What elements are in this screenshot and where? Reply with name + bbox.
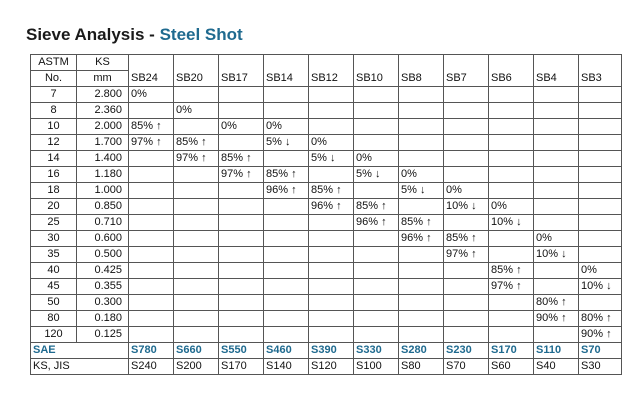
table-row xyxy=(31,167,622,183)
percent-cell xyxy=(489,87,534,103)
jis-grade-cell: S30 xyxy=(579,359,622,375)
astm-no-cell: 16 xyxy=(31,167,77,183)
percent-cell xyxy=(399,199,444,215)
percent-cell: 0% xyxy=(444,183,489,199)
ks-mm-cell: 2.800 xyxy=(77,87,129,103)
percent-cell: 97% ↑ xyxy=(129,135,174,151)
percent-cell xyxy=(129,103,174,119)
percent-cell: 90% ↑ xyxy=(579,327,622,343)
percent-cell: 5% ↓ xyxy=(354,167,399,183)
percent-cell xyxy=(399,151,444,167)
percent-cell: 96% ↑ xyxy=(399,231,444,247)
percent-cell: 85% ↑ xyxy=(399,215,444,231)
percent-cell xyxy=(534,103,579,119)
percent-cell xyxy=(174,231,219,247)
percent-cell xyxy=(354,87,399,103)
percent-cell xyxy=(309,311,354,327)
percent-cell xyxy=(579,247,622,263)
mm-header: mm xyxy=(77,71,129,87)
percent-cell xyxy=(264,151,309,167)
jis-grade-cell: S70 xyxy=(444,359,489,375)
percent-cell xyxy=(219,311,264,327)
jis-grade-cell: S170 xyxy=(219,359,264,375)
percent-cell xyxy=(174,199,219,215)
percent-cell xyxy=(444,87,489,103)
ks-header: KS xyxy=(77,55,129,71)
jis-grade-cell: S200 xyxy=(174,359,219,375)
percent-cell xyxy=(129,327,174,343)
percent-cell xyxy=(399,119,444,135)
percent-cell: 96% ↑ xyxy=(309,199,354,215)
percent-cell xyxy=(579,199,622,215)
percent-cell xyxy=(219,87,264,103)
percent-cell: 0% xyxy=(579,263,622,279)
percent-cell xyxy=(219,263,264,279)
percent-cell xyxy=(309,87,354,103)
percent-cell xyxy=(174,247,219,263)
ks-mm-cell: 0.425 xyxy=(77,263,129,279)
percent-cell xyxy=(489,103,534,119)
percent-cell: 5% ↓ xyxy=(309,151,354,167)
percent-cell xyxy=(579,183,622,199)
percent-cell xyxy=(354,327,399,343)
percent-cell xyxy=(129,311,174,327)
percent-cell xyxy=(444,167,489,183)
ks-mm-cell: 0.355 xyxy=(77,279,129,295)
sae-grade-cell: S460 xyxy=(264,343,309,359)
jis-grade-cell: S80 xyxy=(399,359,444,375)
percent-cell xyxy=(174,279,219,295)
percent-cell xyxy=(579,215,622,231)
table-row xyxy=(31,311,622,327)
ks-mm-cell: 1.700 xyxy=(77,135,129,151)
percent-cell xyxy=(219,135,264,151)
sae-grade-cell: S330 xyxy=(354,343,399,359)
percent-cell xyxy=(174,215,219,231)
percent-cell xyxy=(219,295,264,311)
percent-cell xyxy=(579,167,622,183)
percent-cell xyxy=(219,183,264,199)
percent-cell xyxy=(264,199,309,215)
percent-cell xyxy=(354,247,399,263)
ks-mm-cell: 0.300 xyxy=(77,295,129,311)
percent-cell: 10% ↓ xyxy=(444,199,489,215)
percent-cell xyxy=(579,103,622,119)
astm-no-cell: 80 xyxy=(31,311,77,327)
percent-cell xyxy=(399,103,444,119)
astm-no-cell: 120 xyxy=(31,327,77,343)
percent-cell xyxy=(129,263,174,279)
percent-cell xyxy=(174,87,219,103)
ks-mm-cell: 0.850 xyxy=(77,199,129,215)
percent-cell xyxy=(534,183,579,199)
sae-label: SAE xyxy=(31,343,129,359)
astm-no-cell: 25 xyxy=(31,215,77,231)
table-row xyxy=(31,247,622,263)
percent-cell xyxy=(174,167,219,183)
percent-cell: 0% xyxy=(399,167,444,183)
percent-cell xyxy=(219,215,264,231)
percent-cell xyxy=(264,327,309,343)
sae-grade-cell: S280 xyxy=(399,343,444,359)
percent-cell xyxy=(174,119,219,135)
astm-no-cell: 20 xyxy=(31,199,77,215)
table-row xyxy=(31,103,622,119)
sae-grade-cell: S550 xyxy=(219,343,264,359)
header-blank-cell xyxy=(264,55,309,71)
percent-cell: 97% ↑ xyxy=(444,247,489,263)
grade-header-sb14: SB14 xyxy=(264,71,309,87)
percent-cell xyxy=(129,247,174,263)
percent-cell: 0% xyxy=(174,103,219,119)
astm-header: ASTM xyxy=(31,55,77,71)
percent-cell xyxy=(444,327,489,343)
table-row xyxy=(31,183,622,199)
percent-cell: 0% xyxy=(354,151,399,167)
table-row xyxy=(31,87,622,103)
sae-grade-cell: S170 xyxy=(489,343,534,359)
percent-cell: 0% xyxy=(534,231,579,247)
percent-cell xyxy=(399,311,444,327)
table-row xyxy=(31,279,622,295)
percent-cell xyxy=(489,151,534,167)
percent-cell xyxy=(534,215,579,231)
percent-cell xyxy=(444,135,489,151)
percent-cell xyxy=(309,327,354,343)
percent-cell xyxy=(534,279,579,295)
percent-cell xyxy=(264,103,309,119)
astm-no-cell: 7 xyxy=(31,87,77,103)
jis-grade-cell: S60 xyxy=(489,359,534,375)
percent-cell xyxy=(354,103,399,119)
grade-header-sb8: SB8 xyxy=(399,71,444,87)
percent-cell xyxy=(309,167,354,183)
percent-cell xyxy=(309,119,354,135)
percent-cell xyxy=(264,231,309,247)
percent-cell: 5% ↓ xyxy=(264,135,309,151)
percent-cell xyxy=(309,215,354,231)
percent-cell xyxy=(399,263,444,279)
percent-cell xyxy=(354,231,399,247)
jis-grade-cell: S120 xyxy=(309,359,354,375)
table-row xyxy=(31,295,622,311)
jis-grade-cell: S40 xyxy=(534,359,579,375)
percent-cell xyxy=(489,135,534,151)
grade-header-sb17: SB17 xyxy=(219,71,264,87)
percent-cell: 90% ↑ xyxy=(534,311,579,327)
astm-no-cell: 45 xyxy=(31,279,77,295)
percent-cell xyxy=(264,279,309,295)
percent-cell xyxy=(129,183,174,199)
grade-header-sb10: SB10 xyxy=(354,71,399,87)
percent-cell xyxy=(444,151,489,167)
percent-cell xyxy=(264,295,309,311)
percent-cell: 80% ↑ xyxy=(534,295,579,311)
percent-cell xyxy=(354,295,399,311)
sae-grade-cell: S780 xyxy=(129,343,174,359)
table-row xyxy=(31,231,622,247)
grade-header-sb3: SB3 xyxy=(579,71,622,87)
percent-cell: 97% ↑ xyxy=(174,151,219,167)
percent-cell xyxy=(534,167,579,183)
percent-cell xyxy=(129,167,174,183)
ks-mm-cell: 1.400 xyxy=(77,151,129,167)
percent-cell: 85% ↑ xyxy=(489,263,534,279)
header-blank-cell xyxy=(579,55,622,71)
jis-grade-cell: S240 xyxy=(129,359,174,375)
percent-cell: 85% ↑ xyxy=(354,199,399,215)
percent-cell: 85% ↑ xyxy=(129,119,174,135)
percent-cell xyxy=(264,87,309,103)
percent-cell xyxy=(489,183,534,199)
percent-cell xyxy=(399,87,444,103)
table-row xyxy=(31,151,622,167)
page-title xyxy=(26,25,243,45)
grade-header-sb12: SB12 xyxy=(309,71,354,87)
percent-cell xyxy=(579,295,622,311)
percent-cell xyxy=(264,263,309,279)
percent-cell xyxy=(534,135,579,151)
ks-mm-cell: 2.360 xyxy=(77,103,129,119)
percent-cell xyxy=(399,279,444,295)
percent-cell xyxy=(489,327,534,343)
sieve-analysis-table xyxy=(30,54,622,375)
percent-cell: 10% ↓ xyxy=(579,279,622,295)
grade-header-sb24: SB24 xyxy=(129,71,174,87)
percent-cell xyxy=(444,215,489,231)
table-row xyxy=(31,215,622,231)
percent-cell xyxy=(264,311,309,327)
percent-cell: 96% ↑ xyxy=(264,183,309,199)
percent-cell xyxy=(579,119,622,135)
percent-cell xyxy=(579,151,622,167)
astm-no-cell: 8 xyxy=(31,103,77,119)
header-blank-cell xyxy=(534,55,579,71)
percent-cell xyxy=(129,199,174,215)
percent-cell xyxy=(309,263,354,279)
percent-cell: 85% ↑ xyxy=(219,151,264,167)
astm-no-cell: 10 xyxy=(31,119,77,135)
percent-cell xyxy=(444,103,489,119)
ks-mm-cell: 0.180 xyxy=(77,311,129,327)
percent-cell: 96% ↑ xyxy=(354,215,399,231)
percent-cell xyxy=(534,87,579,103)
percent-cell xyxy=(264,215,309,231)
percent-cell xyxy=(579,231,622,247)
percent-cell xyxy=(489,247,534,263)
astm-no-cell: 12 xyxy=(31,135,77,151)
percent-cell xyxy=(534,151,579,167)
percent-cell xyxy=(219,279,264,295)
sae-grade-cell: S110 xyxy=(534,343,579,359)
percent-cell xyxy=(309,247,354,263)
percent-cell xyxy=(309,279,354,295)
ks-jis-row xyxy=(31,359,622,375)
header-blank-cell xyxy=(174,55,219,71)
ks-jis-label: KS, JIS xyxy=(31,359,129,375)
header-row-units xyxy=(31,55,622,71)
header-blank-cell xyxy=(219,55,264,71)
header-blank-cell xyxy=(444,55,489,71)
ks-mm-cell: 0.710 xyxy=(77,215,129,231)
no-header: No. xyxy=(31,71,77,87)
percent-cell xyxy=(354,135,399,151)
percent-cell: 0% xyxy=(489,199,534,215)
percent-cell xyxy=(219,199,264,215)
ks-mm-cell: 2.000 xyxy=(77,119,129,135)
title-main: Sieve Analysis - xyxy=(26,25,160,44)
table-row xyxy=(31,135,622,151)
grade-header-sb6: SB6 xyxy=(489,71,534,87)
percent-cell xyxy=(534,199,579,215)
percent-cell xyxy=(444,295,489,311)
sae-grade-cell: S70 xyxy=(579,343,622,359)
percent-cell xyxy=(444,119,489,135)
percent-cell: 0% xyxy=(309,135,354,151)
sae-grade-cell: S230 xyxy=(444,343,489,359)
percent-cell xyxy=(129,295,174,311)
percent-cell: 0% xyxy=(219,119,264,135)
header-blank-cell xyxy=(309,55,354,71)
sae-grade-cell: S660 xyxy=(174,343,219,359)
percent-cell xyxy=(399,327,444,343)
percent-cell xyxy=(489,119,534,135)
percent-cell xyxy=(354,263,399,279)
percent-cell xyxy=(309,295,354,311)
percent-cell xyxy=(264,247,309,263)
grade-header-sb7: SB7 xyxy=(444,71,489,87)
percent-cell xyxy=(129,215,174,231)
percent-cell xyxy=(219,103,264,119)
header-blank-cell xyxy=(399,55,444,71)
percent-cell xyxy=(174,263,219,279)
percent-cell xyxy=(489,167,534,183)
percent-cell: 85% ↑ xyxy=(174,135,219,151)
grade-header-sb4: SB4 xyxy=(534,71,579,87)
table-row xyxy=(31,263,622,279)
percent-cell: 10% ↓ xyxy=(534,247,579,263)
percent-cell xyxy=(444,279,489,295)
percent-cell: 0% xyxy=(129,87,174,103)
percent-cell: 85% ↑ xyxy=(309,183,354,199)
percent-cell xyxy=(174,311,219,327)
percent-cell: 85% ↑ xyxy=(444,231,489,247)
percent-cell xyxy=(399,295,444,311)
percent-cell xyxy=(354,183,399,199)
astm-no-cell: 50 xyxy=(31,295,77,311)
ks-mm-cell: 0.125 xyxy=(77,327,129,343)
percent-cell xyxy=(444,311,489,327)
jis-grade-cell: S100 xyxy=(354,359,399,375)
percent-cell xyxy=(489,231,534,247)
header-row-grades xyxy=(31,71,622,87)
percent-cell xyxy=(354,311,399,327)
percent-cell xyxy=(489,311,534,327)
percent-cell xyxy=(174,327,219,343)
ks-mm-cell: 1.180 xyxy=(77,167,129,183)
astm-no-cell: 14 xyxy=(31,151,77,167)
percent-cell xyxy=(534,119,579,135)
percent-cell xyxy=(399,247,444,263)
percent-cell: 97% ↑ xyxy=(489,279,534,295)
jis-grade-cell: S140 xyxy=(264,359,309,375)
table-row xyxy=(31,199,622,215)
astm-no-cell: 35 xyxy=(31,247,77,263)
astm-no-cell: 18 xyxy=(31,183,77,199)
grade-header-sb20: SB20 xyxy=(174,71,219,87)
percent-cell: 97% ↑ xyxy=(219,167,264,183)
percent-cell: 5% ↓ xyxy=(399,183,444,199)
percent-cell xyxy=(309,231,354,247)
percent-cell: 80% ↑ xyxy=(579,311,622,327)
astm-no-cell: 30 xyxy=(31,231,77,247)
percent-cell xyxy=(219,247,264,263)
percent-cell xyxy=(309,103,354,119)
table-row xyxy=(31,327,622,343)
header-blank-cell xyxy=(129,55,174,71)
sae-grade-cell: S390 xyxy=(309,343,354,359)
ks-mm-cell: 0.500 xyxy=(77,247,129,263)
table-row xyxy=(31,119,622,135)
percent-cell xyxy=(174,183,219,199)
percent-cell xyxy=(354,119,399,135)
percent-cell xyxy=(444,263,489,279)
percent-cell xyxy=(174,295,219,311)
astm-no-cell: 40 xyxy=(31,263,77,279)
percent-cell xyxy=(219,231,264,247)
ks-mm-cell: 1.000 xyxy=(77,183,129,199)
header-blank-cell xyxy=(489,55,534,71)
title-accent: Steel Shot xyxy=(159,25,243,44)
percent-cell xyxy=(579,135,622,151)
percent-cell: 0% xyxy=(264,119,309,135)
percent-cell xyxy=(129,279,174,295)
percent-cell xyxy=(129,151,174,167)
sae-row xyxy=(31,343,622,359)
percent-cell xyxy=(219,327,264,343)
percent-cell xyxy=(129,231,174,247)
percent-cell xyxy=(534,263,579,279)
percent-cell xyxy=(399,135,444,151)
percent-cell xyxy=(489,295,534,311)
ks-mm-cell: 0.600 xyxy=(77,231,129,247)
header-blank-cell xyxy=(354,55,399,71)
percent-cell: 10% ↓ xyxy=(489,215,534,231)
percent-cell xyxy=(354,279,399,295)
percent-cell xyxy=(534,327,579,343)
percent-cell: 85% ↑ xyxy=(264,167,309,183)
percent-cell xyxy=(579,87,622,103)
